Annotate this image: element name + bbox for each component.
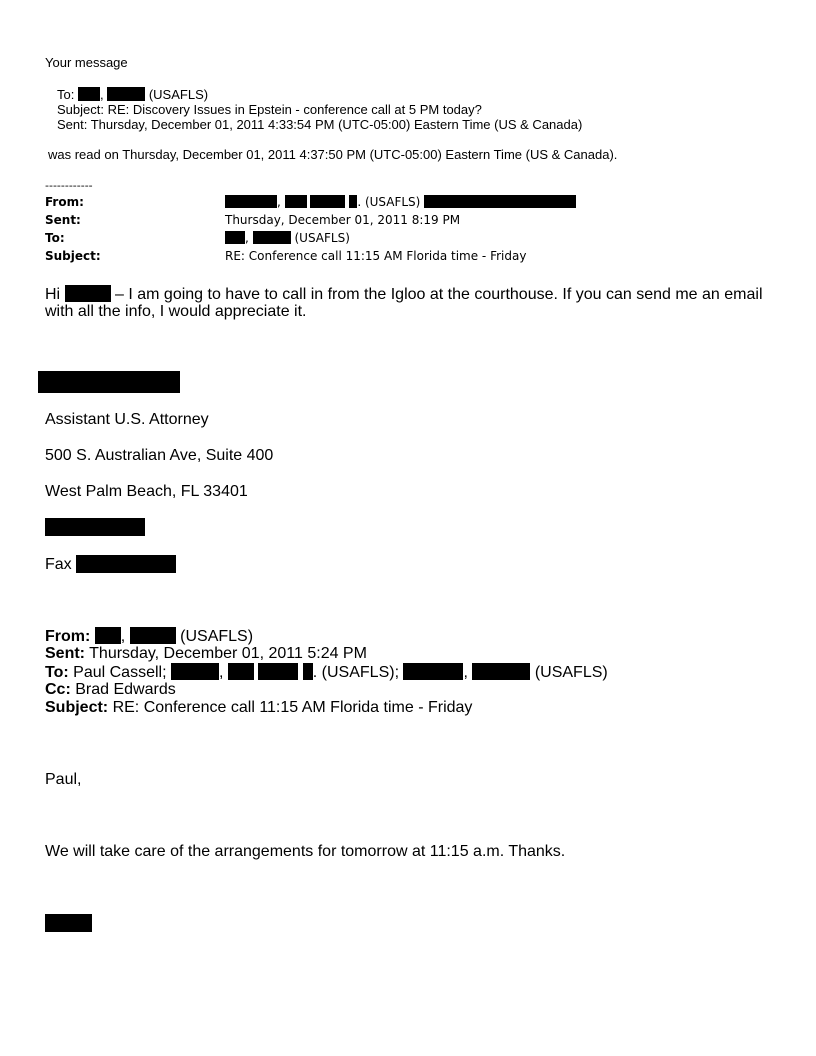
email2-cc-line [45,681,176,699]
email2-sent-line [45,645,367,663]
redaction-block [45,914,92,932]
signature-address2: West Palm Beach, FL 33401 [45,483,248,500]
email1-subject-value: RE: Conference call 11:15 AM Florida time - Friday [225,249,527,263]
receipt-to-sep: , [99,87,104,102]
redaction-block [225,195,277,208]
redaction-block [303,663,313,680]
email2-from-org: (USAFLS) [180,628,254,645]
redaction-block [285,195,307,208]
redaction-block [225,231,245,244]
email1-body-rest: – I am going to have to call in from the Igloo at the courthouse. If you can send me an email [115,286,763,303]
email2-cc-value: Brad Edwards [75,681,176,698]
receipt-title: Your message [45,55,128,70]
email1-to-value [225,231,350,245]
receipt-to-line [57,87,208,102]
receipt-to-label: To: [57,87,75,102]
redaction-block [258,663,298,680]
email1-from-value [225,195,576,209]
signature-fax [45,555,176,574]
redaction-block [310,195,345,208]
email2-subject-line [45,699,472,717]
email1-body-line2: with all the info, I would appreciate it. [45,303,307,320]
signature-title: Assistant U.S. Attorney [45,411,209,428]
email2-subject-value: RE: Conference call 11:15 AM Florida time - Friday [112,699,473,716]
receipt-to-org: (USAFLS) [148,87,209,102]
redaction-block [472,663,530,680]
redaction-block [171,663,219,680]
receipt-read-line: was read on Thursday, December 01, 2011 4:37:50 PM (UTC-05:00) Eastern Time (US & Canada). [48,147,618,162]
email2-from-sep: , [120,628,126,645]
redaction-block [253,231,291,244]
separator-line: ------------ [45,179,93,192]
redaction-block [228,663,254,680]
email1-to-label: To: [45,231,65,245]
email1-greeting: Hi [45,286,61,303]
email1-sent-value: Thursday, December 01, 2011 8:19 PM [225,213,461,227]
email2-body: We will take care of the arrangements for tomorrow at 11:15 a.m. Thanks. [45,843,566,860]
email1-from-sep: , [277,195,281,209]
email1-to-sep: , [245,231,249,245]
email2-to-sep1: , [218,664,224,681]
email1-sent-label: Sent: [45,213,81,227]
redaction-block [78,87,100,101]
email2-sent-value: Thursday, December 01, 2011 5:24 PM [89,645,367,662]
email2-cc-label: Cc: [45,681,71,698]
redaction-block [95,627,121,644]
email2-from-label: From: [45,628,91,645]
email1-body-line1 [45,285,763,304]
signature-address1: 500 S. Australian Ave, Suite 400 [45,447,274,464]
email2-to-end: (USAFLS) [534,664,608,681]
email2-to-sep2: , [463,664,468,681]
email2-to-mid: . (USAFLS); [312,664,400,681]
redaction-block [107,87,145,101]
redaction-block [38,371,180,393]
email1-to-org: (USAFLS) [294,231,350,245]
receipt-subject: Subject: RE: Discovery Issues in Epstein - conference call at 5 PM today? [57,102,482,117]
redaction-block [130,627,176,644]
email2-from-line [45,627,253,646]
receipt-sent: Sent: Thursday, December 01, 2011 4:33:54 PM (UTC-05:00) Eastern Time (US & Canada) [57,117,583,132]
email2-subject-label: Subject: [45,699,109,716]
email1-from-label: From: [45,195,84,209]
email2-greeting: Paul, [45,771,82,788]
redaction-block [403,663,463,680]
signature-fax-label: Fax [45,556,72,573]
redaction-block [424,195,576,208]
email2-to-line [45,663,608,682]
email2-sent-label: Sent: [45,645,85,662]
redaction-block [76,555,176,573]
redaction-block [45,518,145,536]
redaction-block [65,285,111,302]
email1-subject-label: Subject: [45,249,101,263]
email2-to-value1: Paul Cassell; [73,664,167,681]
email1-from-suffix: . (USAFLS) [357,195,421,209]
email2-to-label: To: [45,664,69,681]
